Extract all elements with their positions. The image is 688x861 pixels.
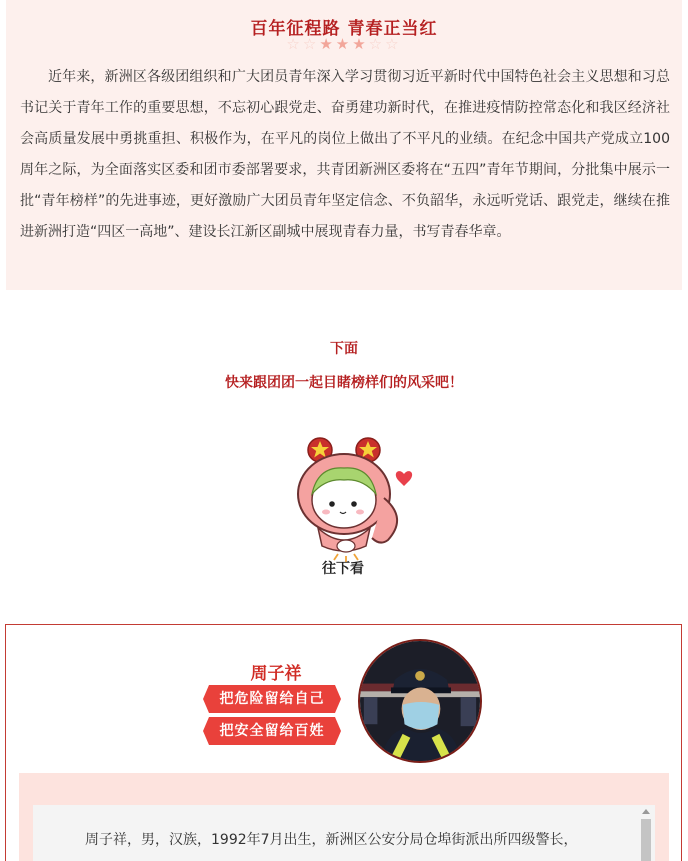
avatar-mask: [403, 702, 440, 729]
mascot-caption: 往下看: [322, 561, 364, 577]
profile-card: [5, 624, 682, 861]
mascot-cheek-left: [322, 510, 330, 515]
bio-text: 周子祥，男，汉族，1992年7月出生，新洲区公安分局仓埠街派出所四级警长，: [85, 832, 578, 848]
mascot-eye-left: [329, 501, 335, 507]
scroll-thumb[interactable]: [641, 819, 651, 861]
scroll-up-icon[interactable]: [642, 809, 650, 814]
motto-ribbon: 把危险留给自己: [209, 685, 335, 713]
bio-scroll-box[interactable]: [33, 805, 655, 861]
profile-name: 周子祥: [250, 664, 302, 684]
next-subtitle: 快来跟团团一起目睹榜样们的风采吧！: [225, 375, 463, 391]
scrollbar[interactable]: [641, 809, 651, 861]
mascot-hand: [337, 540, 355, 552]
intro-section: [6, 0, 682, 290]
star-divider: [6, 34, 682, 54]
avatar: [358, 639, 482, 763]
star-icon: ☆☆: [286, 35, 320, 53]
mascot-illustration: [288, 428, 418, 578]
intro-paragraph: 近年来，新洲区各级团组织和广大团员青年深入学习贯彻习近平新时代中国特色社会主义思想和习总书记关于青年工作的重要思想，不忘初心跟党走、奋勇建功新时代，在推进疫情防控常态化和我区经济社会高质量发展中勇挑重担、积极作为，在平凡的岗位上做出了不平凡的业绩。在纪念中国共产党成立100周年之际，为全面落实区委和团市委部署要求，共青团新洲区委将在“五四”青年节期间，分批集中展示一批“青年榜样”的先进事迹，更好激励广大团员青年坚定信念、不负韶华，永远听党话、跟党走，继续在推进新洲打造“四区一高地”、建设长江新区副城中展现青春力量，书写青春华章。: [20, 69, 670, 240]
intro-title: 百年征程路 青春正当红: [250, 19, 438, 39]
star-icon: ☆☆: [368, 35, 402, 53]
heart-icon: [396, 471, 412, 486]
motto-ribbon: 把安全留给百姓: [209, 717, 335, 745]
mascot-cheek-right: [356, 510, 364, 515]
star-icon: ★★★: [319, 35, 369, 53]
mascot-eye-right: [351, 501, 357, 507]
bio-panel: [19, 773, 669, 861]
next-label: 下面: [330, 341, 358, 357]
